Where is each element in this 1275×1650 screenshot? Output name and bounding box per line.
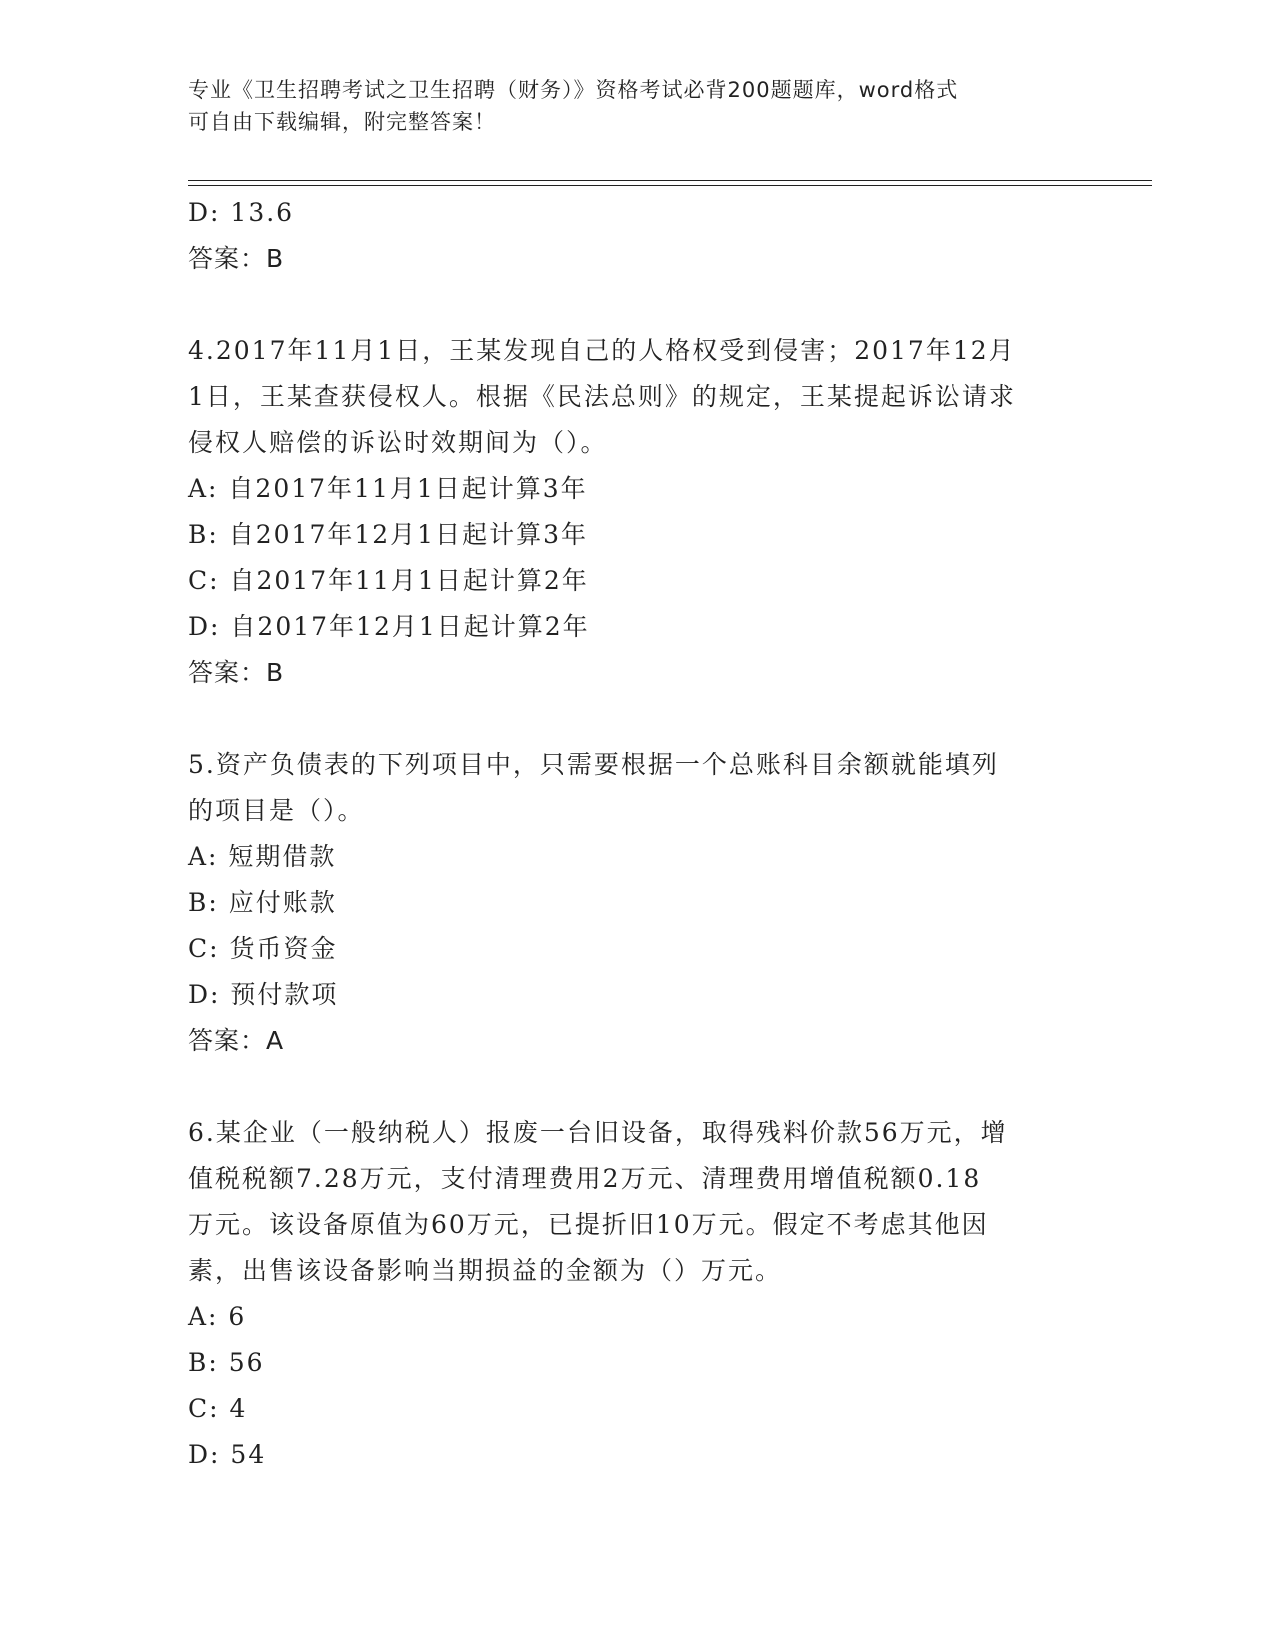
answer-line: 答案：A — [188, 1026, 285, 1055]
question-6 — [188, 1110, 1088, 1478]
option-c: C: 货币资金 — [188, 934, 338, 963]
question-stem-line: 万元。该设备原值为60万元，已提折旧10万元。假定不考虑其他因 — [188, 1210, 989, 1239]
option-b: B: 应付账款 — [188, 888, 337, 917]
option-d: D: 自2017年12月1日起计算2年 — [188, 612, 590, 641]
question-5 — [188, 742, 1088, 1064]
question-stem-line: 1日，王某查获侵权人。根据《民法总则》的规定，王某提起诉讼请求 — [188, 382, 1016, 411]
option-c: C: 4 — [188, 1394, 248, 1423]
question-stem-line: 的项目是（）。 — [188, 796, 365, 825]
spacer — [188, 696, 1088, 742]
header-divider-bottom — [188, 185, 1152, 186]
header-divider-top — [188, 180, 1152, 181]
answer-line: 答案：B — [188, 244, 285, 273]
option-d: D: 预付款项 — [188, 980, 339, 1009]
page-header — [188, 74, 1088, 138]
question-stem-line: 值税税额7.28万元，支付清理费用2万元、清理费用增值税额0.18 — [188, 1164, 982, 1193]
question-content — [188, 190, 1088, 1478]
question-stem-line: 5.资产负债表的下列项目中，只需要根据一个总账科目余额就能填列 — [188, 750, 999, 779]
spacer — [188, 282, 1088, 328]
option-b: B: 自2017年12月1日起计算3年 — [188, 520, 588, 549]
option-d: D: 13.6 — [188, 198, 295, 227]
question-stem-line: 6.某企业（一般纳税人）报废一台旧设备，取得残料价款56万元，增 — [188, 1118, 1008, 1147]
header-line-1: 专业《卫生招聘考试之卫生招聘（财务）》资格考试必背200题题库，word格式 — [188, 78, 959, 102]
header-line-2: 可自由下载编辑，附完整答案！ — [188, 110, 496, 134]
option-c: C: 自2017年11月1日起计算2年 — [188, 566, 589, 595]
option-a: A: 自2017年11月1日起计算3年 — [188, 474, 588, 503]
spacer — [188, 1064, 1088, 1110]
question-stem-line: 4.2017年11月1日，王某发现自己的人格权受到侵害；2017年12月 — [188, 336, 1016, 365]
question-stem-line: 素，出售该设备影响当期损益的金额为（）万元。 — [188, 1256, 783, 1285]
option-b: B: 56 — [188, 1348, 265, 1377]
question-3-tail — [188, 190, 1088, 282]
answer-line: 答案：B — [188, 658, 285, 687]
option-d: D: 54 — [188, 1440, 267, 1469]
option-a: A: 6 — [188, 1302, 247, 1331]
question-4 — [188, 328, 1088, 696]
question-stem-line: 侵权人赔偿的诉讼时效期间为（）。 — [188, 428, 608, 457]
option-a: A: 短期借款 — [188, 842, 337, 871]
